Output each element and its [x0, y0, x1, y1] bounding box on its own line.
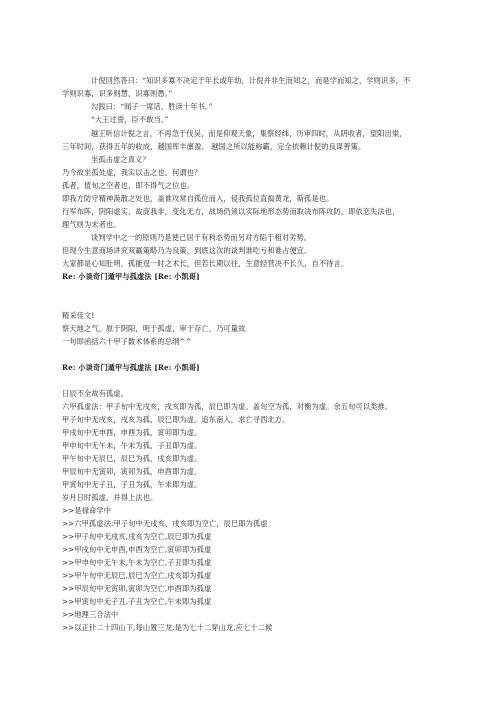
paragraph-line: 精采佳文!	[62, 311, 95, 320]
quoted-line: >>地理三合法中	[62, 610, 119, 619]
paragraph-line: 乃今故坐孤处虚，我实以击之也。何谓也？	[62, 168, 202, 177]
paragraph-line: 三年时间，获得五年的收成，越国库丰廪盈。 越国之所以能称霸，完全依赖计倪的良谋善策。	[62, 142, 366, 151]
paragraph-line: 甲戌旬中无申酉，申酉为孤，寅卯即为虚。	[62, 428, 202, 437]
paragraph-line: 勾践曰：“闻子一席话，胜读十年书。”	[91, 102, 213, 111]
quoted-line: >>是禄命学中	[62, 506, 112, 515]
paragraph-line: 甲寅旬中无子丑，子丑为孤，午未即为虚。	[62, 480, 202, 489]
paragraph-line: 大家都是心知肚明，孤能逞一时之术长，但若长期以往，生意经营决不长久，自不待言。	[62, 259, 349, 268]
quoted-line: >>甲寅旬中无子丑,子丑为空亡,午未即为孤虚	[62, 597, 212, 606]
quoted-line: >>甲戌旬中无申酉,申酉为空亡,寅卯即为孤虚	[62, 545, 212, 554]
paragraph-line: 即我方防守精神涣散之处也，盖谁攻常自孤位而入，侵我孤位直捣黄龙，斯孤是也。	[62, 194, 334, 203]
paragraph-line: 越王听信计倪之言，不再急于伐吴，而是仰观天象，集察经纬，历审四时，从阴收者，望阳出粜，	[91, 129, 407, 138]
quoted-line: >>以正针二十四山下,每山置三龙,是为七十二穿山龙,应七十二候	[62, 623, 273, 632]
quoted-line: >>甲午旬中无辰巳,辰巳为空亡,戌亥即为孤虚	[62, 571, 212, 580]
paragraph-line: 岁月日时孤虚，并得上法也。	[62, 493, 158, 502]
quoted-line: >>六甲孤虚法:甲子旬中无戌亥，戌亥即为空亡，辰巳即为孤虚	[62, 519, 268, 528]
quoted-line: >>甲申旬中无午未,午未为空亡,子丑即为孤虚	[62, 558, 212, 567]
reply-heading: Re: 小谈奇门遁甲与孤虚法 [Re: 小凯哥]	[62, 363, 200, 372]
paragraph-line: “大王过誉，臣不敢当。”	[91, 115, 169, 124]
paragraph-line: 察天地之气，原于阴阳，明于孤虚，审于存亡，乃可量故	[62, 324, 246, 333]
section-question: 坐孤击虚之真义？	[91, 155, 150, 164]
paragraph-line: 甲子旬中无戌亥，戌亥为孤，辰巳即为虚。追东南入，求亡寻西北方。	[62, 415, 290, 424]
quoted-line: >>甲子旬中无戌亥,戌亥为空亡,辰巳即为孤虚	[62, 532, 212, 541]
paragraph-line: 行军布阵，阴阳虚实，故庞我非，变化无方，战场仍须以实际地形态势而取决布阵攻防，即依恋失法也，	[62, 207, 400, 216]
paragraph-line: 一句即函括六十甲子数术体系的总纲^^	[62, 337, 192, 346]
paragraph-line: 甲午旬中无辰巳，辰巳为孤，戌亥即为虚。	[62, 454, 202, 463]
paragraph-line: 但现今生意商场讲究双赢策略乃为良策，到底这次的谈判谁吃亏和谁占便宜。	[62, 246, 312, 255]
paragraph-line: 理气则为末者也。	[62, 220, 121, 229]
paragraph-line: 六甲孤虚法：甲子旬中无戌亥，戌亥即为孤，辰巳即为虚。盖旬空为孤，对衡为虚。余五旬可以类推。	[62, 402, 393, 411]
paragraph-line: 孤者，值旬之空者也，即不得气之位也。	[62, 181, 195, 190]
reply-heading: Re: 小谈奇门遁甲与孤虚法 [Re: 小凯哥]	[62, 272, 200, 281]
paragraph-line: 甲辰旬中无寅卯，寅卯为孤，申酉即为虚。	[62, 467, 202, 476]
paragraph-line: 日辰不全故有孤虚。	[62, 389, 129, 398]
quoted-line: >>甲辰旬中无寅卯,寅卯为空亡,申酉即为孤虚	[62, 584, 212, 593]
paragraph-line: 甲申旬中无午未，午未为孤，子丑即为虚。	[62, 441, 202, 450]
paragraph-line: 学则识寡，识多则慧，识寡则愚。”	[62, 89, 173, 98]
paragraph-line: 计倪回然答曰：“知识多寡不决定于年长或年幼，计倪并非生而知之，而是学而知之，学则识多，不	[91, 76, 411, 85]
paragraph-line: 谈判学中之一的原则乃是使己居于有利态势而另对方陷于相对劣势。	[91, 233, 312, 242]
